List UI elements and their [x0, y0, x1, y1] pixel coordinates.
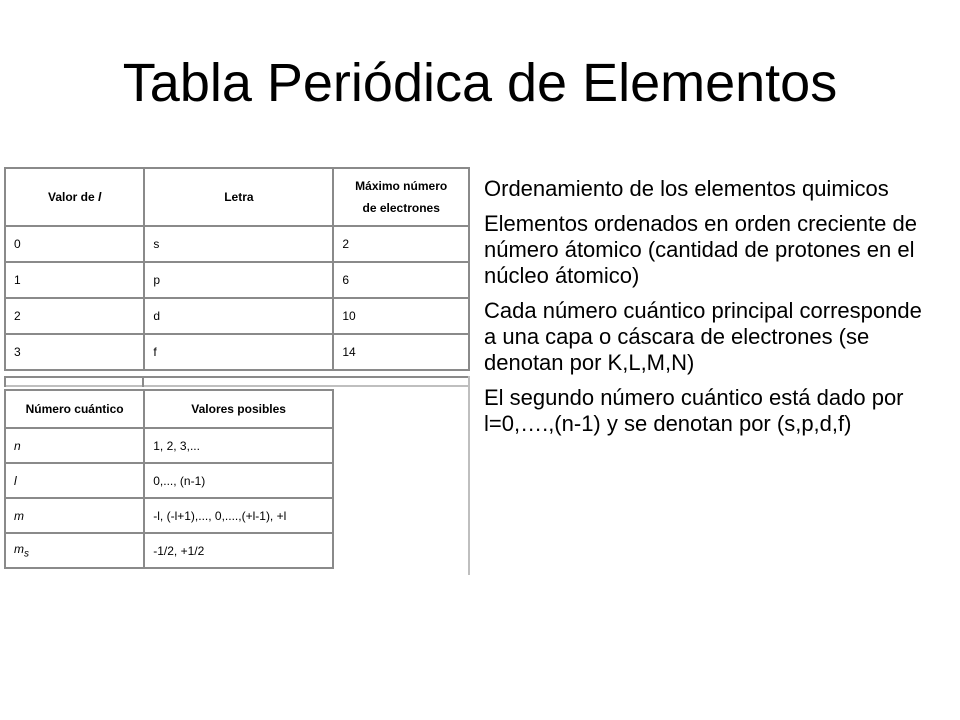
table-cell: 14 [333, 334, 469, 370]
table-cell: l [5, 463, 144, 498]
bullet-item: Ordenamiento de los elementos quimicos [484, 176, 889, 201]
table-cell: 1, 2, 3,... [144, 428, 333, 463]
orbital-letter-table [4, 167, 470, 371]
table-cell: 0,..., (n-1) [144, 463, 333, 498]
table-cell-ms: $m_s$ [5, 533, 144, 568]
table-cell: -l, (-l+1),..., 0,....,(+l-1), +l [144, 498, 333, 533]
table-cell: p [144, 262, 333, 298]
table-cell: 2 [333, 226, 469, 262]
table-cell: f [144, 334, 333, 370]
table-cell: 0 [5, 226, 144, 262]
table-cell: 1 [5, 262, 144, 298]
table-row [5, 463, 333, 498]
header-letra: Letra [144, 168, 333, 226]
table-cell: 3 [5, 334, 144, 370]
header-valores-posibles: Valores posibles [144, 390, 333, 428]
table-frame-edge [334, 376, 470, 575]
bullet-item: Elementos ordenados en orden creciente de número átomico (cantidad de protones en el núcleo átomico) [484, 211, 917, 288]
quantum-numbers-table [4, 389, 334, 569]
table-header-row [5, 390, 333, 428]
table-cell: -1/2, +1/2 [144, 533, 333, 568]
table-cell: n [5, 428, 144, 463]
table-cell: m [5, 498, 144, 533]
table-row [5, 334, 469, 370]
table-row [5, 226, 469, 262]
header-valor-de-l: Valor de l [5, 168, 144, 226]
table-row [5, 498, 333, 533]
table-cell: s [144, 226, 333, 262]
bullet-item: Cada número cuántico principal corresponde a una capa o cáscara de electrones (se denotan por K,L,M,N) [484, 298, 922, 375]
quantum-tables-image [4, 167, 470, 577]
table-cell: 6 [333, 262, 469, 298]
header-maximo-electrones: Máximo número de electrones [333, 168, 469, 226]
table-row [5, 428, 333, 463]
header-numero-cuantico: Número cuántico [5, 390, 144, 428]
table-header-row [5, 168, 469, 226]
table-cell: 2 [5, 298, 144, 334]
bullet-list [484, 176, 924, 446]
table-row [5, 298, 469, 334]
table-row [5, 262, 469, 298]
bullet-item: El segundo número cuántico está dado por l=0,….,(n-1) y se denotan por (s,p,d,f) [484, 385, 904, 436]
table-row [5, 533, 333, 568]
table-cell: 10 [333, 298, 469, 334]
table-cell: d [144, 298, 333, 334]
slide-title: Tabla Periódica de Elementos [122, 53, 838, 113]
